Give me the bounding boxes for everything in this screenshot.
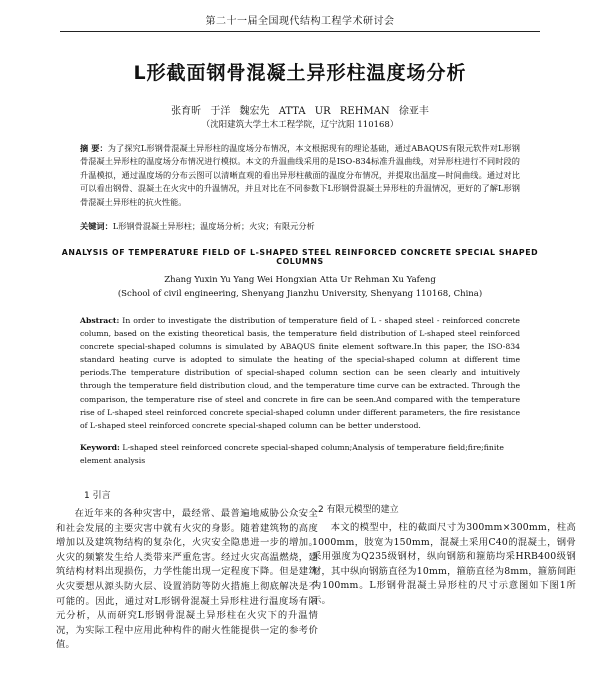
running-header: 第二十一届全国现代结构工程学术研讨会 [60,12,540,32]
english-abstract [80,314,520,432]
chinese-keywords [80,220,520,233]
english-abstract-label: Abstract: [80,316,120,325]
left-column [56,488,318,653]
chinese-keywords-text: L形钢骨混凝土异形柱；温度场分析；火灾；有限元分析 [112,221,315,231]
english-affiliation: (School of civil engineering, Shenyang Jianzhu University, Shenyang 110168, China) [117,289,483,299]
chinese-keywords-label: 关键词： [80,221,113,231]
section-1-heading: 1 引言 [84,491,111,501]
chinese-authors: 张育昕 于洋 魏宏先 ATTA UR REHMAN 徐亚丰 [171,106,429,117]
english-keywords-text: L-shaped steel reinforced concrete special-shaped column;Analysis of temperature field;fire;finite element analysis [80,443,504,465]
section-2-heading: 2 有限元模型的建立 [318,505,399,515]
chinese-affiliation: （沈阳建筑大学土木工程学院，辽宁沈阳 110168） [201,120,399,130]
section-1-body: 在近年来的各种灾害中，最经常、最普遍地威胁公众安全和社会发展的主要灾害中就有火灾的身影。随着建筑物的高度增加以及建筑物结构的复杂化，火灾安全隐患进一步的增加。火灾的频繁发生给人类带来严重危害。经过火灾高温燃烧，建筑结构材料出现损伤，力学性能出现一定程度下降。但是建筑火灾要想从源头防火层、设置消防等防火措施上彻底解决是不可能的。因此，通过对L形钢骨混凝土异形柱进行温度场有限元分析，从而研究L形钢骨混凝土异形柱在火灾下的升温情况，为实际工程中应用此种构件的耐火性能提供一定的参考价值。 [56,508,318,651]
english-title: ANALYSIS OF TEMPERATURE FIELD OF L-SHAPED STEEL REINFORCED CONCRETE SPECIAL SHAPED COLUMNS [61,248,539,266]
section-2-body: 本文的模型中，柱的截面尺寸为300mm×300mm，柱高1000mm，肢宽为150mm，混凝土采用C40的混凝土，钢骨采用强度为Q235级钢材，纵向钢筋和箍筋均采HRB400级钢材，其中纵向钢筋直径为10mm，箍筋直径为8mm，箍筋间距为100mm。L形钢骨混凝土异形柱的尺寸示意图如下图1所示。 [312,522,576,606]
right-column [312,502,576,609]
english-abstract-text: In order to investigate the distribution of temperature field of L - shaped steel - reinforced concrete column, based on the existing theoretical basis, the temperature field distribution of L-shaped steel reinforced concrete special-shaped columns is simulated by ABAQUS finite element software.In this paper, the ISO-834 standard heating curve is adopted to simulate the heating of the special-shaped column at different time periods.The temperature distribution of special-shaped column section can be seen clearly and intuitively through the temperature field distribution cloud, and the temperature time curve can be extracted. Through the comparison, the temperature rise of steel and concrete in fire can be seen.And compared with the temperature rise of L-shaped steel reinforced concrete special-shaped column under different parameters, the fire resistance of L-shaped steel reinforced concrete special-shaped column can be better understood. [80,316,520,430]
chinese-abstract [80,142,520,209]
english-keywords-label: Keyword: [80,443,120,452]
english-authors: Zhang Yuxin Yu Yang Wei Hongxian Atta Ur Rehman Xu Yafeng [164,275,436,285]
chinese-abstract-text: 为了探究L形钢骨混凝土异形柱的温度场分布情况，本文根据现有的理论基础，通过ABAQUS有限元软件对L形钢骨混凝土异形柱的温度场分布情况进行模拟。本文的升温曲线采用的是ISO-834标准升温曲线，对异形柱进行不同时段的升温模拟，通过温度场的分布云图可以清晰直观的看出异形柱截面的温度分布情况，并提取出温度—时间曲线。通过对比可以看出钢骨、混凝土在火灾中的升温情况，并且对比在不同参数下L形钢骨混凝土异形柱的升温情况，更好的了解L形钢骨混凝土异形柱的抗火性能。 [80,143,520,207]
chinese-abstract-label: 摘 要： [80,143,108,153]
chinese-title: L形截面钢骨混凝土异形柱温度场分析 [133,62,467,84]
english-keywords [80,442,520,467]
